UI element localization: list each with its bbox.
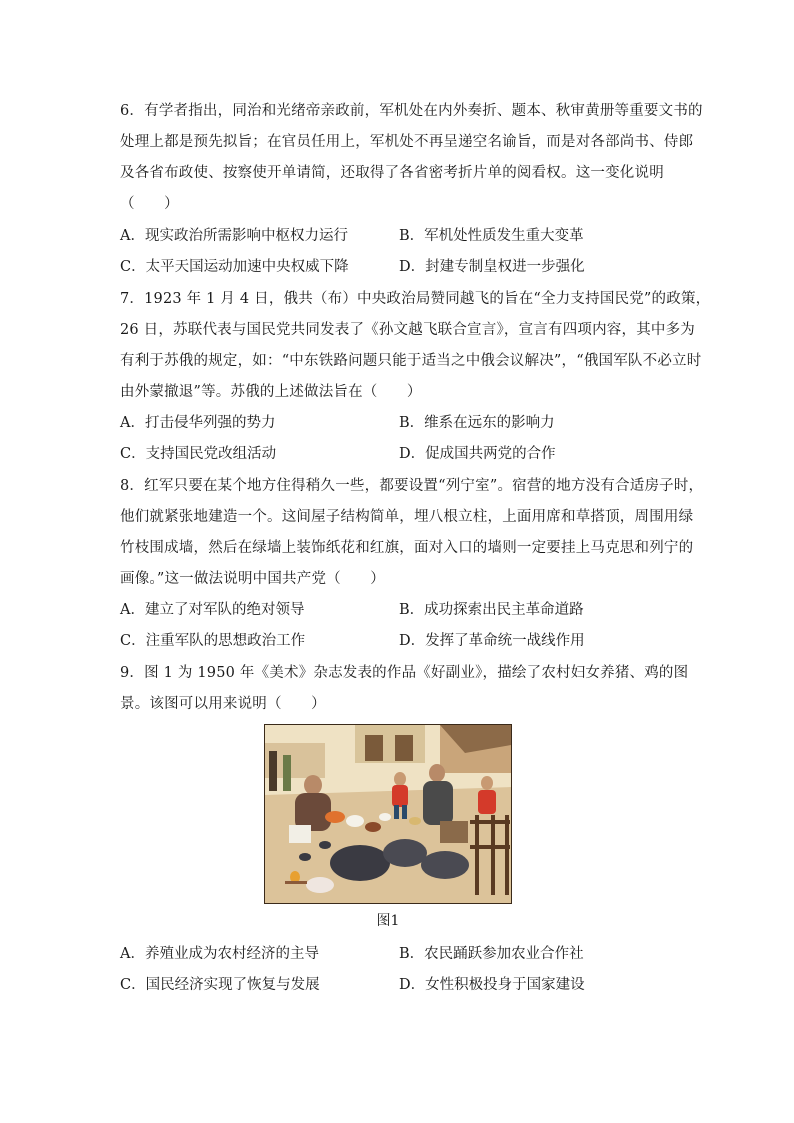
farm-scene-illustration	[265, 725, 511, 903]
question-7-line-1: 7．1923 年 1 月 4 日，俄共（布）中央政治局赞同越飞的旨在“全力支持国民党”的政策，	[120, 291, 711, 307]
question-7-option-b[interactable]: B．维系在远东的影响力	[399, 415, 555, 431]
question-8-option-b[interactable]: B．成功探索出民主革命道路	[399, 602, 584, 618]
question-6-options-row-1	[120, 221, 680, 252]
question-6-stem	[120, 96, 703, 220]
question-7-options-row-1	[120, 408, 680, 439]
question-7-stem	[120, 284, 711, 408]
question-8-option-d[interactable]: D．发挥了革命统一战线作用	[399, 633, 585, 649]
question-8-options-row-2	[120, 626, 680, 657]
question-9-stem	[120, 658, 689, 720]
question-6-option-d[interactable]: D．封建专制皇权进一步强化	[399, 259, 585, 275]
question-7-option-c[interactable]: C．支持国民党改组活动	[120, 446, 277, 462]
question-6-option-c[interactable]: C．太平天国运动加速中央权威下降	[120, 259, 349, 275]
question-8-option-c[interactable]: C．注重军队的思想政治工作	[120, 633, 306, 649]
question-6-line-4: （ ）	[120, 196, 179, 212]
question-9-options-row-1	[120, 939, 680, 970]
question-8-line-1: 8．红军只要在某个地方住得稍久一些，都要设置“列宁室”。宿营的地方没有合适房子时，	[120, 478, 704, 494]
question-9-option-c[interactable]: C．国民经济实现了恢复与发展	[120, 977, 320, 993]
question-8-options-row-1	[120, 595, 680, 626]
figure-1-painting	[264, 724, 512, 904]
question-8-line-2: 他们就紧张地建造一个。这间屋子结构简单，埋八根立柱，上面用席和草搭顶，周围用绿	[120, 509, 694, 525]
question-9-option-a[interactable]: A．养殖业成为农村经济的主导	[120, 946, 319, 962]
question-7-option-a[interactable]: A．打击侵华列强的势力	[120, 415, 276, 431]
question-6-line-2: 处理上都是预先拟旨；在官员任用上，军机处不再呈递空名谕旨，而是对各部尚书、侍郎	[120, 134, 694, 150]
question-9-line-2: 景。该图可以用来说明（ ）	[120, 696, 326, 712]
question-7-line-2: 26 日，苏联代表与国民党共同发表了《孙文越飞联合宣言》，宣言有四项内容，其中多为	[120, 322, 696, 338]
question-9-line-1: 9．图 1 为 1950 年《美术》杂志发表的作品《好副业》，描绘了农村妇女养猪、鸡的图	[120, 665, 689, 681]
question-9-option-d[interactable]: D．女性积极投身于国家建设	[399, 977, 585, 993]
question-9-option-b[interactable]: B．农民踊跃参加农业合作社	[399, 946, 584, 962]
question-6-option-a[interactable]: A．现实政治所需影响中枢权力运行	[120, 228, 348, 244]
figure-1-caption: 图1	[376, 913, 400, 929]
question-8-stem	[120, 471, 704, 595]
question-7-line-3: 有利于苏俄的规定，如：“中东铁路问题只能于适当之中俄会议解决”，“俄国军队不必立时	[120, 353, 702, 369]
question-6-option-b[interactable]: B．军机处性质发生重大变革	[399, 228, 584, 244]
question-6-line-3: 及各省布政使、按察使开单请简，还取得了各省密考折片单的阅看权。这一变化说明	[120, 165, 664, 181]
question-6-options-row-2	[120, 252, 680, 283]
question-8-option-a[interactable]: A．建立了对军队的绝对领导	[120, 602, 305, 618]
question-6-line-1: 6．有学者指出，同治和光绪帝亲政前，军机处在内外奏折、题本、秋审黄册等重要文书的	[120, 103, 703, 119]
question-8-line-4: 画像。”这一做法说明中国共产党（ ）	[120, 571, 385, 587]
question-9-options-row-2	[120, 970, 680, 1001]
question-7-line-4: 由外蒙撤退”等。苏俄的上述做法旨在（ ）	[120, 384, 422, 400]
question-7-option-d[interactable]: D．促成国共两党的合作	[399, 446, 556, 462]
question-8-line-3: 竹枝围成墙，然后在绿墙上装饰纸花和红旗，面对入口的墙则一定要挂上马克思和列宁的	[120, 540, 694, 556]
question-7-options-row-2	[120, 439, 680, 470]
